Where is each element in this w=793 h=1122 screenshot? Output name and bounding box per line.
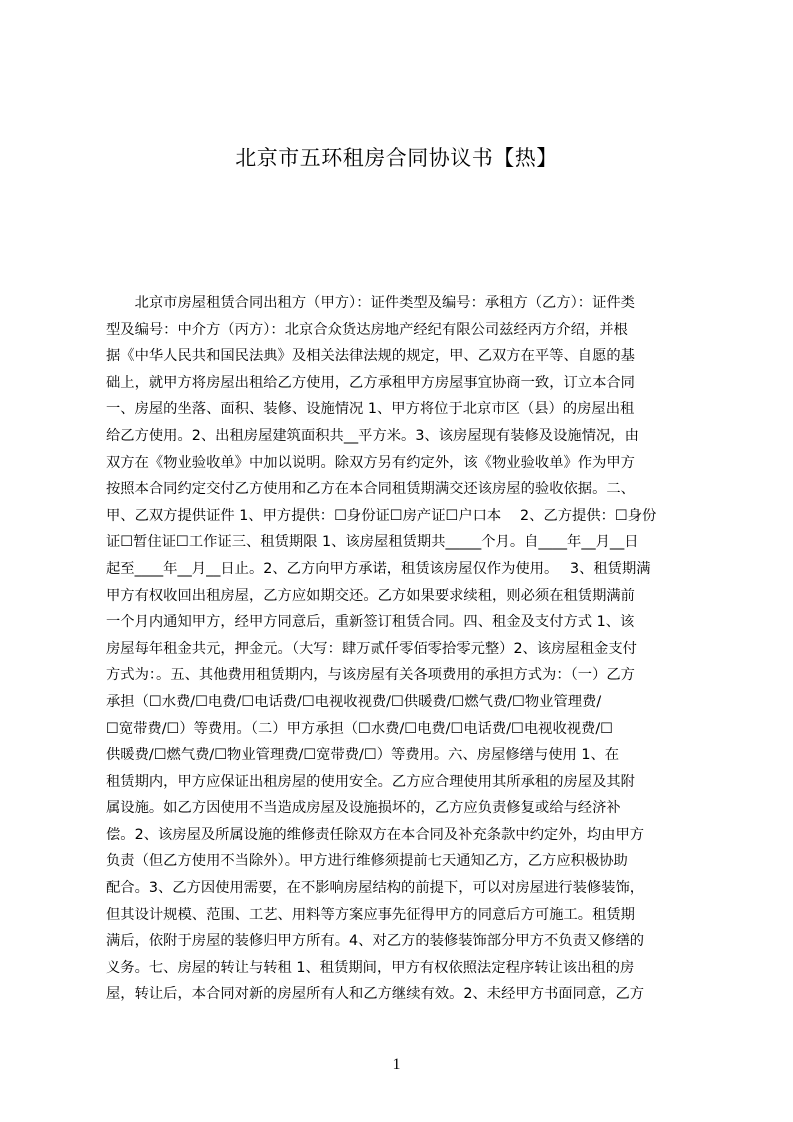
body-line: 础上，就甲方将房屋出租给乙方使用，乙方承租甲方房屋事宜协商一致，订立本合同	[106, 374, 635, 391]
body-line: 义务。七、房屋的转让与转租 1、租赁期间，甲方有权依照法定程序转让该出租的房	[106, 959, 635, 976]
body-line: 证☐暂住证☐工作证三、租赁期限 1、该房屋租赁期共_____个月。自____年__月__日	[106, 534, 639, 551]
body-line: 给乙方使用。2、出租房屋建筑面积共__平方米。3、该房屋现有装修及设施情况，由	[106, 427, 639, 444]
body-line: 屋，转让后，本合同对新的房屋所有人和乙方继续有效。2、未经甲方书面同意，乙方	[106, 986, 645, 1003]
body-line: 方式为：。五、其他费用租赁期内，与该房屋有关各项费用的承担方式为：（一）乙方	[106, 667, 635, 684]
body-line: 房屋每年租金共元，押金元。（大写：肆万贰仟零佰零拾零元整）2、该房屋租金支付	[106, 640, 637, 657]
body-line: 供暖费/☐燃气费/☐物业管理费/☐宽带费/☐）等费用。六、房屋修缮与使用 1、在	[106, 747, 620, 764]
body-line: 一、房屋的坐落、面积、装修、设施情况 1、甲方将位于北京市区（县）的房屋出租	[106, 401, 635, 418]
body-line: 甲、乙双方提供证件 1、甲方提供：☐身份证☐房产证☐户口本 2、乙方提供：☐身份	[106, 507, 657, 524]
body-line: 北京市房屋租赁合同出租方（甲方）：证件类型及编号：承租方（乙方）：证件类	[106, 295, 635, 311]
document-title: 北京市五环租房合同协议书【热】	[235, 146, 558, 170]
body-line: ☐宽带费/☐）等费用。（二）甲方承担（☐水费/☐电费/☐电话费/☐电视收视费/☐	[106, 720, 613, 737]
body-line: 配合。3、乙方因使用需要，在不影响房屋结构的前提下，可以对房屋进行装修装饰，	[106, 880, 645, 897]
body-line: 租赁期内，甲方应保证出租房屋的使用安全。乙方应合理使用其所承租的房屋及其附	[106, 773, 635, 790]
body-line: 型及编号：中介方（丙方）：北京合众货达房地产经纪有限公司兹经丙方介绍，并根	[106, 321, 628, 338]
body-line: 但其设计规模、范围、工艺、用料等方案应事先征得甲方的同意后方可施工。租赁期	[106, 906, 635, 923]
body-line: 一个月内通知甲方，经甲方同意后，重新签订租赁合同。四、租金及支付方式 1、该	[106, 614, 635, 631]
body-line: 起至____年__月__日止。2、乙方向甲方承诺，租赁该房屋仅作为使用。 3、租赁期满	[106, 560, 651, 577]
body-line: 偿。2、该房屋及所属设施的维修责任除双方在本合同及补充条款中约定外，均由甲方	[106, 826, 645, 843]
document-body	[106, 290, 699, 1008]
body-line: 双方在《物业验收单》中加以说明。除双方另有约定外，该《物业验收单》作为甲方	[106, 454, 635, 471]
body-line: 负责（但乙方使用不当除外）。甲方进行维修须提前七天通知乙方，乙方应积极协助	[106, 853, 628, 870]
body-line: 属设施。如乙方因使用不当造成房屋及设施损坏的，乙方应负责修复或给与经济补	[106, 800, 621, 817]
body-line: 满后，依附于房屋的装修归甲方所有。4、对乙方的装修装饰部分甲方不负责又修缮的	[106, 933, 645, 950]
page-number: 1	[392, 1056, 401, 1073]
body-line: 承担（☐水费/☐电费/☐电话费/☐电视收视费/☐供暖费/☐燃气费/☐物业管理费/	[106, 693, 602, 710]
body-line: 甲方有权收回出租房屋，乙方应如期交还。乙方如果要求续租，则必须在租赁期满前	[106, 587, 635, 604]
body-line: 按照本合同约定交付乙方使用和乙方在本合同租赁期满交还该房屋的验收依据。二、	[106, 481, 635, 498]
body-line: 据《中华人民共和国民法典》及相关法律法规的规定，甲、乙双方在平等、自愿的基	[106, 348, 635, 365]
